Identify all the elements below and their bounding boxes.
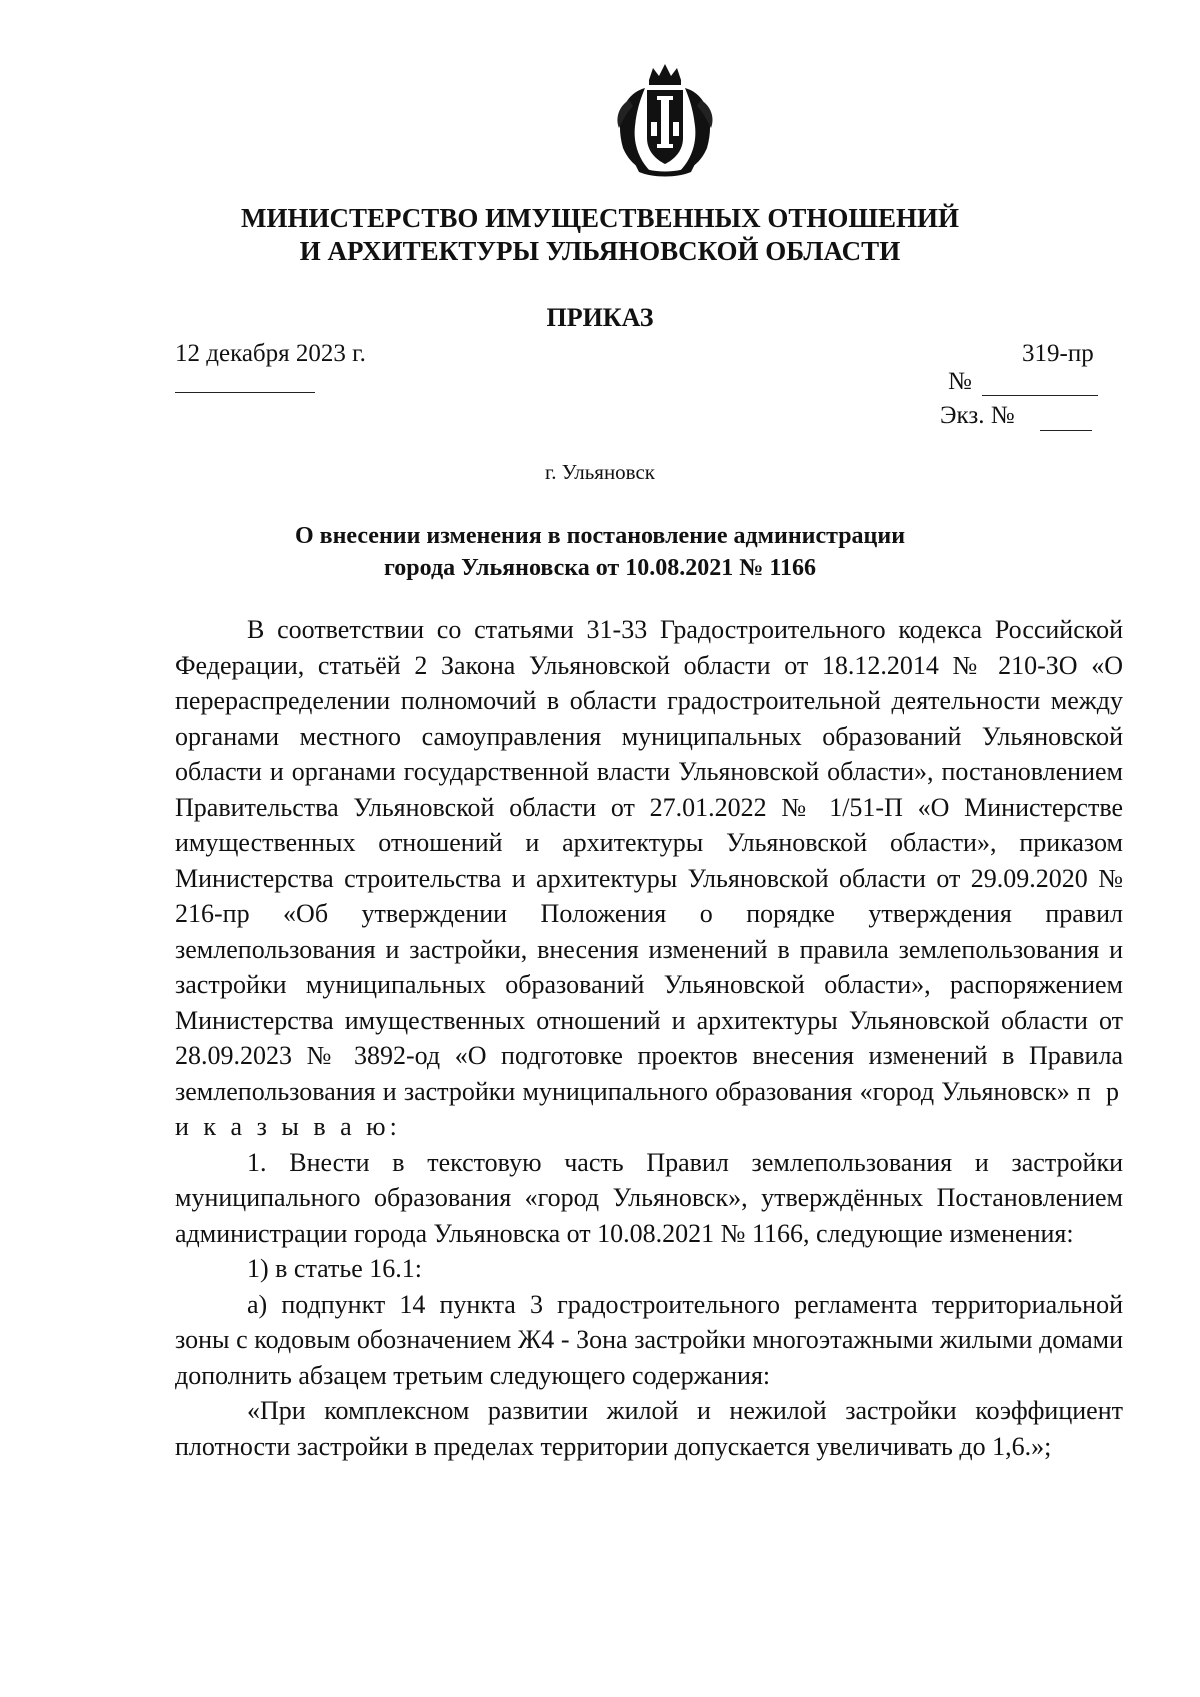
quoted-amendment: «При комплексном развитии жилой и нежилой застройки коэффициент плотности застройки в пределах территории допускается увеличивать до 1,6.»; bbox=[175, 1396, 1123, 1461]
item-1: 1. Внести в текстовую часть Правил землепользования и застройки муниципального образования «город Ульяновск», утверждённых Постановлением администрации города Ульяновска от 10.08.2021 № 1166, следующие изменения: bbox=[175, 1147, 1123, 1248]
sub-item-1a: а) подпункт 14 пункта 3 градостроительного регламента территориальной зоны с кодовым обозначением Ж4 - Зона застройки многоэтажными жилыми домами дополнить абзацем третьим следующего содержания: bbox=[175, 1289, 1123, 1390]
order-number-label: № bbox=[948, 368, 972, 395]
order-subject bbox=[190, 520, 1010, 584]
date-underline bbox=[175, 392, 315, 393]
order-word: п р и к а з ы в а ю: bbox=[175, 1076, 1123, 1141]
city: г. Ульяновск bbox=[544, 460, 655, 484]
order-body bbox=[175, 612, 1123, 1464]
ministry-title bbox=[160, 202, 1040, 268]
copy-number-label: Экз. № bbox=[940, 402, 1015, 429]
ministry-title-line1: МИНИСТЕРСТВО ИМУЩЕСТВЕННЫХ ОТНОШЕНИЙ bbox=[240, 203, 960, 233]
coat-of-arms-icon bbox=[605, 60, 725, 180]
order-subject-line2: города Ульяновска от 10.08.2021 № 1166 bbox=[383, 555, 816, 581]
sub-item-1: 1) в статье 16.1: bbox=[247, 1254, 423, 1283]
order-number: 319-пр bbox=[1022, 340, 1094, 367]
document-type: ПРИКАЗ bbox=[546, 303, 654, 332]
number-underline bbox=[982, 395, 1098, 396]
ministry-title-line2: И АРХИТЕКТУРЫ УЛЬЯНОВСКОЙ ОБЛАСТИ bbox=[299, 236, 901, 266]
preamble-paragraph bbox=[175, 612, 1123, 1145]
order-date: 12 декабря 2023 г. bbox=[175, 340, 366, 367]
preamble-text: В соответствии со статьями 31-33 Градостроительного кодекса Российской Федерации, статьёй 2 Закона Ульяновской области от 18.12.2014 № 210-ЗО «О перераспределении полномочий в области градостроительной деятельности между органами местного самоуправления муниципальных образований Ульяновской области и органами государственной власти Ульяновской области», постановлением Правительства Ульяновской области от 27.01.2022 № 1/51-П «О Министерстве имущественных отношений и архитектуры Ульяновской области», приказом Министерства строительства и архитектуры Ульяновской области от 29.09.2020 № 216-пр «Об утверждении Положения о порядке утверждения правил землепользования и застройки, внесения изменений в правила землепользования и застройки муниципальных образований Ульяновской области», распоряжением Министерства имущественных отношений и архитектуры Ульяновской области от 28.09.2023 № 3892-од «О подготовке проектов внесения изменений в Правила землепользования и застройки муниципального образования «город Ульяновск» bbox=[175, 615, 1123, 1106]
copy-number-underline bbox=[1040, 430, 1092, 431]
order-subject-line1: О внесении изменения в постановление администрации bbox=[294, 523, 906, 549]
